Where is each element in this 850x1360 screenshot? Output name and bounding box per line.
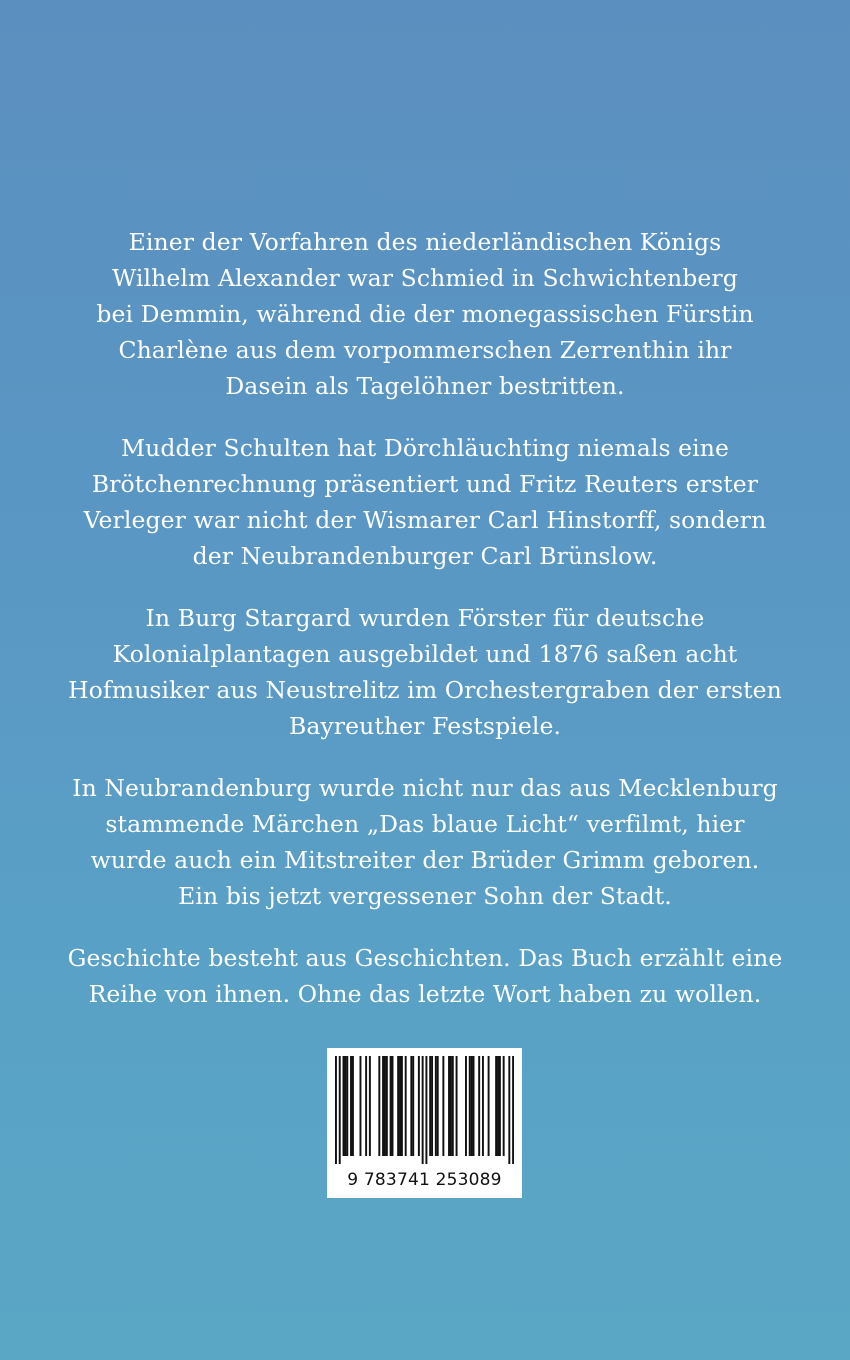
barcode-bar: [471, 1056, 473, 1156]
barcode-bar: [425, 1056, 427, 1164]
barcode-bar: [343, 1056, 345, 1156]
blurb-line: Ein bis jetzt vergessener Sohn der Stadt.: [178, 882, 672, 910]
barcode-bar: [412, 1056, 414, 1156]
barcode-bar: [508, 1056, 510, 1164]
blurb-line: Charlène aus dem vorpommerschen Zerrenthin ihr: [118, 336, 732, 364]
barcode-bar: [390, 1056, 392, 1156]
barcode-bar: [499, 1056, 501, 1156]
barcode-bar: [450, 1056, 452, 1156]
blurb-line: Brötchenrechnung präsentiert und Fritz Reuters erster: [91, 470, 759, 498]
blurb-paragraph-1: [60, 224, 790, 404]
barcode-bar: [495, 1056, 497, 1156]
barcode-bar: [384, 1056, 386, 1156]
blurb-line: bei Demmin, während die der monegassischen Fürstin: [96, 300, 754, 328]
barcode-bar: [350, 1056, 352, 1156]
barcode-bar: [452, 1056, 454, 1156]
barcode-bar: [469, 1056, 471, 1156]
blurb-line: Einer der Vorfahren des niederländischen Königs: [128, 228, 722, 256]
isbn-barcode: [327, 1048, 522, 1198]
barcode-bar: [352, 1056, 354, 1156]
barcode-bar: [365, 1056, 367, 1156]
blurb-line: Kolonialplantagen ausgebildet und 1876 saßen acht: [112, 640, 738, 668]
barcode-bar: [392, 1056, 394, 1156]
barcode-bar: [512, 1056, 514, 1164]
blurb-line: Hofmusiker aus Neustrelitz im Orchestergraben der ersten: [68, 676, 782, 704]
blurb-line: Verleger war nicht der Wismarer Carl Hinstorff, sondern: [83, 506, 767, 534]
barcode-bar: [497, 1056, 499, 1156]
blurb-line: Mudder Schulten hat Dörchläuchting niemals eine: [120, 434, 730, 462]
barcode-bar: [448, 1056, 450, 1156]
barcode-bars: [335, 1056, 514, 1164]
blurb-line: In Burg Stargard wurden Förster für deutsche: [145, 604, 705, 632]
back-cover-blurb: [60, 224, 790, 1038]
barcode-bar: [386, 1056, 388, 1156]
barcode-bar: [399, 1056, 401, 1156]
barcode-bar: [473, 1056, 475, 1156]
blurb-paragraph-2: [60, 430, 790, 574]
barcode-bar: [335, 1056, 337, 1164]
barcode-bar: [405, 1056, 407, 1156]
blurb-line: Wilhelm Alexander war Schmied in Schwichtenberg: [112, 264, 738, 292]
barcode-bar: [442, 1056, 444, 1156]
barcode-bar: [382, 1056, 384, 1156]
blurb-line: Bayreuther Festspiele.: [288, 712, 562, 740]
barcode-bar: [401, 1056, 403, 1156]
barcode-bar: [359, 1056, 361, 1156]
blurb-line: Geschichte besteht aus Geschichten. Das Buch erzählt eine: [67, 944, 783, 972]
blurb-paragraph-3: [60, 600, 790, 744]
blurb-line: In Neubrandenburg wurde nicht nur das aus Mecklenburg: [72, 774, 778, 802]
blurb-line: wurde auch ein Mitstreiter der Brüder Grimm geboren.: [90, 846, 760, 874]
barcode-bar: [378, 1056, 380, 1156]
barcode-bar: [369, 1056, 371, 1156]
barcode-bar: [339, 1056, 341, 1164]
barcode-bar: [488, 1056, 490, 1156]
blurb-line: stammende Märchen „Das blaue Licht“ verfilmt, hier: [105, 810, 745, 838]
barcode-bar: [465, 1056, 467, 1156]
barcode-bar: [478, 1056, 480, 1156]
isbn-number: 9 783741 253089: [347, 1170, 502, 1190]
barcode-bar: [344, 1056, 346, 1156]
blurb-line: Reihe von ihnen. Ohne das letzte Wort haben zu wollen.: [88, 980, 762, 1008]
barcode-bar: [431, 1056, 433, 1156]
barcode-bar: [456, 1056, 458, 1156]
blurb-line: Dasein als Tagelöhner bestritten.: [225, 372, 625, 400]
barcode-bar: [418, 1056, 420, 1156]
barcode-bar: [397, 1056, 399, 1156]
barcode-bar: [503, 1056, 505, 1156]
barcode-bar: [435, 1056, 437, 1156]
barcode-bar: [346, 1056, 348, 1156]
barcode-bar: [482, 1056, 484, 1156]
barcode-bar: [429, 1056, 431, 1156]
blurb-line: der Neubrandenburger Carl Brünslow.: [192, 542, 658, 570]
blurb-paragraph-5: [60, 940, 790, 1012]
blurb-paragraph-4: [60, 770, 790, 914]
barcode-bar: [437, 1056, 439, 1156]
barcode-bar: [410, 1056, 412, 1156]
barcode-bar: [422, 1056, 424, 1164]
